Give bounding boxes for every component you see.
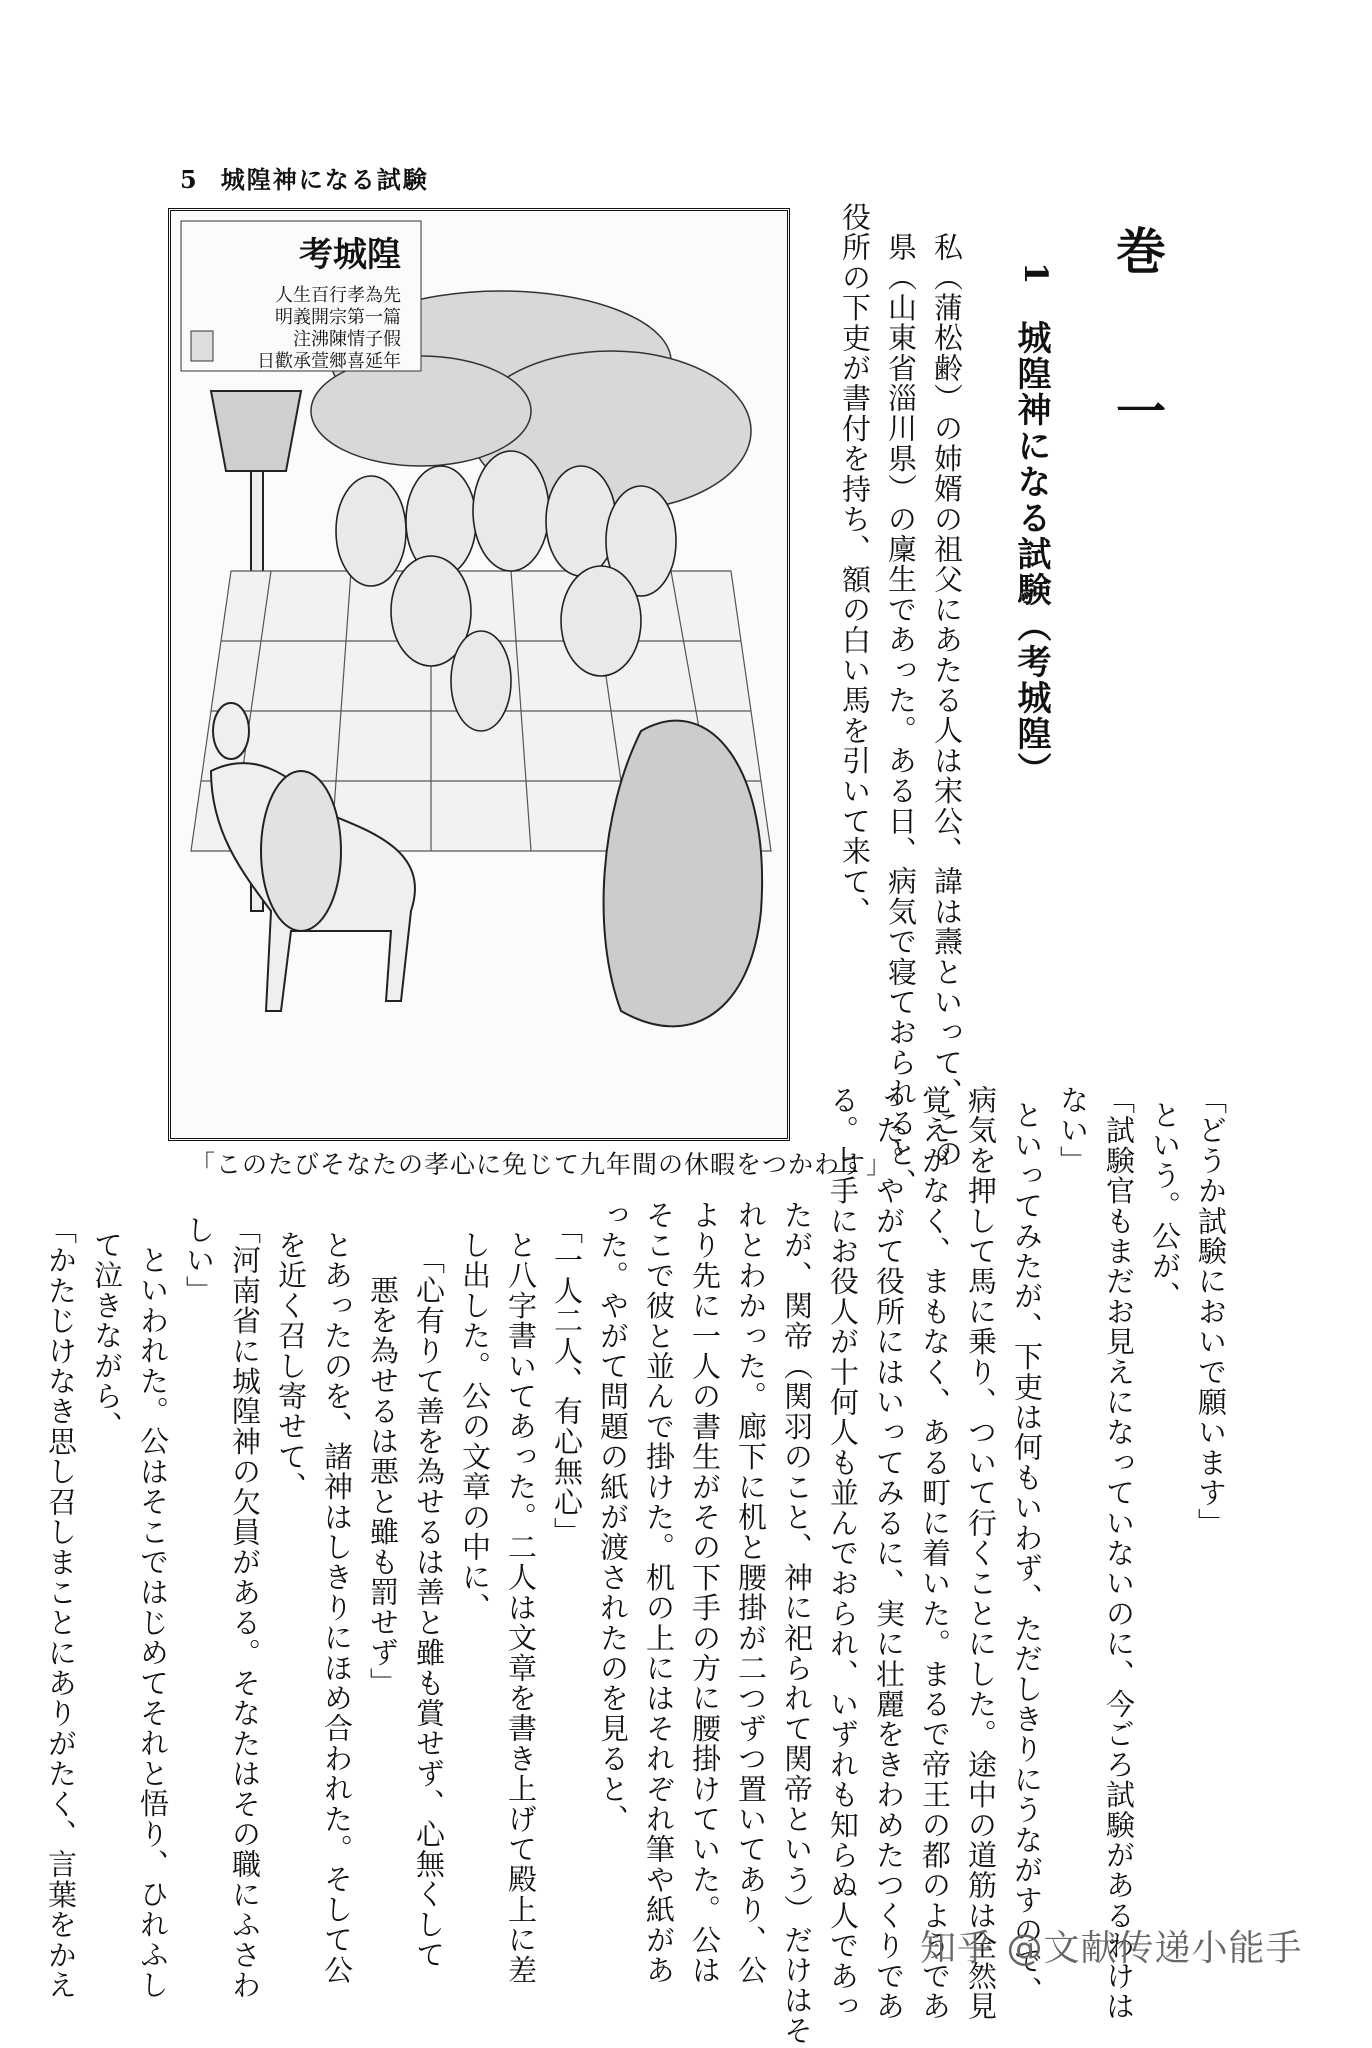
text-column: という。公が、	[1148, 1100, 1182, 1312]
text-column: しい」	[182, 1215, 216, 1306]
chapter-number: 1	[1017, 262, 1055, 285]
text-column: 悪を為せるは悪と雖も罰せず」	[366, 1275, 400, 1698]
text-column: て泣きながら、	[90, 1230, 124, 1442]
illustration-inscription: 人生百行孝為先	[275, 285, 401, 306]
text-column: を近く召し寄せて、	[274, 1230, 308, 1502]
text-column: とあったのを、諸神はしきりにほめ合われた。そして公	[320, 1230, 354, 1985]
illustration-inscription: 明義開宗第一篇	[275, 307, 401, 328]
text-column: 「一人二人、有心無心」	[550, 1215, 584, 1548]
text-column: 私（蒲松齢）の姉婿の祖父にあたる人は宋公、諱は燾といって、この	[930, 232, 964, 1169]
text-column: と八字書いてあった。二人は文章を書き上げて殿上に差	[504, 1230, 538, 1985]
watermark: 知乎 @文献传递小能手	[920, 1928, 1303, 1969]
text-column: といってみたが、下吏は何もいわず、ただしきりにうながすので、	[1010, 1100, 1044, 2006]
seal-icon	[191, 331, 213, 361]
text-column: 病気を押して馬に乗り、ついて行くことにした。途中の道筋は全然見	[964, 1085, 998, 2022]
text-column: ない」	[1056, 1085, 1090, 1176]
running-title: 城隍神になる試験	[220, 165, 429, 194]
text-column: といわれた。公はそこではじめてそれと悟り、ひれふし	[136, 1245, 170, 2000]
text-column: そこで彼と並んで掛けた。机の上にはそれぞれ筆や紙があ	[642, 1200, 676, 1986]
running-header	[180, 160, 429, 195]
text-column: った。やがて役所にはいってみるに、実に壮麗をきわめたつくりであ	[872, 1085, 906, 2022]
illustration-frame	[168, 208, 790, 1141]
text-column: 「河南省に城隍神の欠員がある。そなたはその職にふさわ	[228, 1215, 262, 2001]
text-column: 「心有りて善を為せるは善と雖も賞せず、心無くして	[412, 1245, 446, 1970]
text-column: 「試験官もまだお見えになっていないのに、今ごろ試験があるわけは	[1102, 1085, 1136, 2022]
illustration-caption: 「このたびそなたの孝心に免じて九年間の休暇をつかわす」	[190, 1150, 893, 1179]
text-column: った。やがて問題の紙が渡されたのを見ると、	[596, 1200, 630, 1835]
text-column: より先に一人の書生がその下手の方に腰掛けていた。公は	[688, 1200, 722, 1986]
woodblock-illustration	[171, 211, 787, 1138]
text-column: たが、関帝（関羽のこと、神に祀られて関帝という）だけはそ	[780, 1200, 814, 2046]
text-column: 「かたじけなき思し召しまことにありがたく、言葉をかえ	[44, 1215, 78, 2001]
illustration-title: 考城隍	[299, 235, 401, 275]
illustration-inscription: 注沸陳情子假	[293, 329, 401, 350]
volume-heading: 巻 一	[1108, 225, 1167, 465]
text-column: れとわかった。廊下に机と腰掛が二つずつ置いてあり、公	[734, 1200, 768, 1986]
illustration-inscription: 日歡承萱郷喜延年	[257, 351, 401, 372]
text-column: 「どうか試験においで願います」	[1194, 1085, 1228, 1538]
page-number: 5	[180, 165, 199, 194]
text-column: し出した。公の文章の中に、	[458, 1230, 492, 1623]
text-column: 覚えがなく、まもなく、ある町に着いた。まるで帝王の都のようであ	[918, 1085, 952, 2022]
text-column: 役所の下吏が書付を持ち、額の白い馬を引いて来て、	[838, 202, 872, 927]
text-column: る。上手にお役人が十何人も並んでおられ、いずれも知らぬ人であっ	[826, 1085, 860, 2022]
text-column: 県（山東省淄川県）の廩生であった。ある日、病気で寝ておられると、	[884, 232, 918, 1199]
chapter-title: 城隍神になる試験（考城隍）	[1011, 320, 1051, 788]
